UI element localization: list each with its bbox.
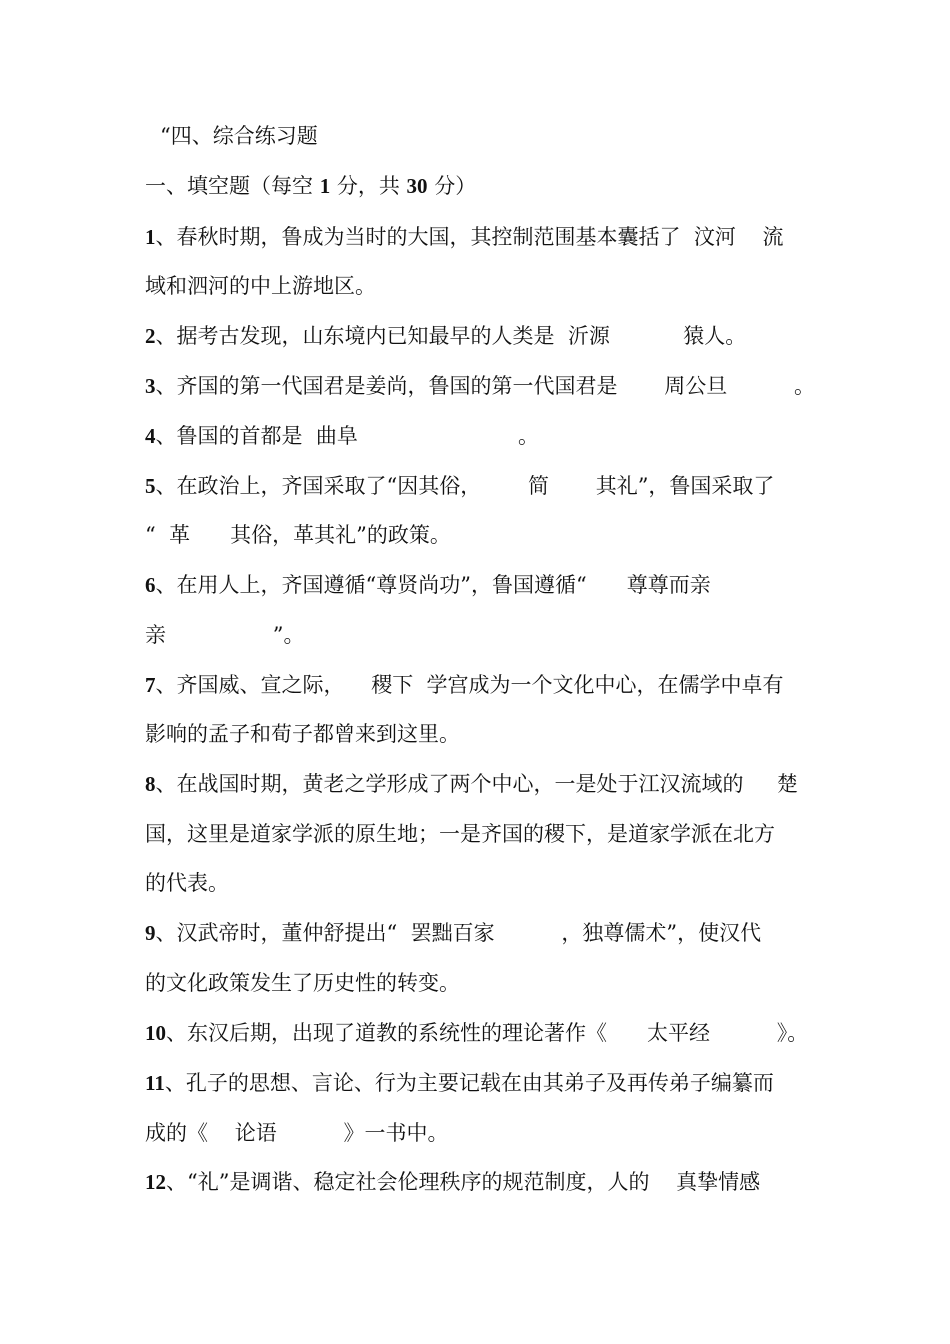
question-12: 12、“礼”是调谐、稳定社会伦理秩序的规范制度，人的 真挚情感 xyxy=(145,1170,761,1194)
section-heading: “四、综合练习题 xyxy=(160,124,318,148)
question-8: 8、在战国时期，黄老之学形成了两个中心，一是处于江汉流域的 楚 xyxy=(145,772,798,796)
question-9-cont: 的文化政策发生了历史性的转变。 xyxy=(145,971,460,995)
question-1-cont: 域和泗河的中上游地区。 xyxy=(145,274,376,298)
question-7-cont: 影响的孟子和荀子都曾来到这里。 xyxy=(145,722,460,746)
question-7: 7、齐国威、宣之际， 稷下 学宫成为一个文化中心，在儒学中卓有 xyxy=(145,673,784,697)
question-6: 6、在用人上，齐国遵循“尊贤尚功”，鲁国遵循“ 尊尊而亲 xyxy=(145,573,711,597)
question-8-cont: 国，这里是道家学派的原生地；一是齐国的稷下，是道家学派在北方 xyxy=(145,822,775,846)
question-9: 9、汉武帝时，董仲舒提出“ 罢黜百家 ，独尊儒术”，使汉代 xyxy=(145,921,762,945)
question-5: 5、在政治上，齐国采取了“因其俗， 简 其礼”，鲁国采取了 xyxy=(145,474,775,498)
question-11: 11、孔子的思想、言论、行为主要记载在由其弟子及再传弟子编纂而 xyxy=(145,1071,774,1095)
question-4: 4、鲁国的首都是 曲阜 。 xyxy=(145,424,540,448)
question-5-cont: “ 革 其俗，革其礼”的政策。 xyxy=(145,523,451,547)
question-1: 1、春秋时期，鲁成为当时的大国，其控制范围基本囊括了 汶河 流 xyxy=(145,225,784,249)
fill-blank-title: 一、填空题（每空 1 分，共 30 分） xyxy=(145,174,477,198)
question-10: 10、东汉后期，出现了道教的系统性的理论著作《 太平经 》。 xyxy=(145,1021,809,1045)
question-11-cont: 成的《 论语 》一书中。 xyxy=(145,1121,449,1145)
question-3: 3、齐国的第一代国君是姜尚，鲁国的第一代国君是 周公旦 。 xyxy=(145,374,815,398)
question-2: 2、据考古发现，山东境内已知最早的人类是 沂源 猿人。 xyxy=(145,324,747,348)
question-8-cont2: 的代表。 xyxy=(145,871,229,895)
question-6-cont: 亲 ”。 xyxy=(145,623,305,647)
